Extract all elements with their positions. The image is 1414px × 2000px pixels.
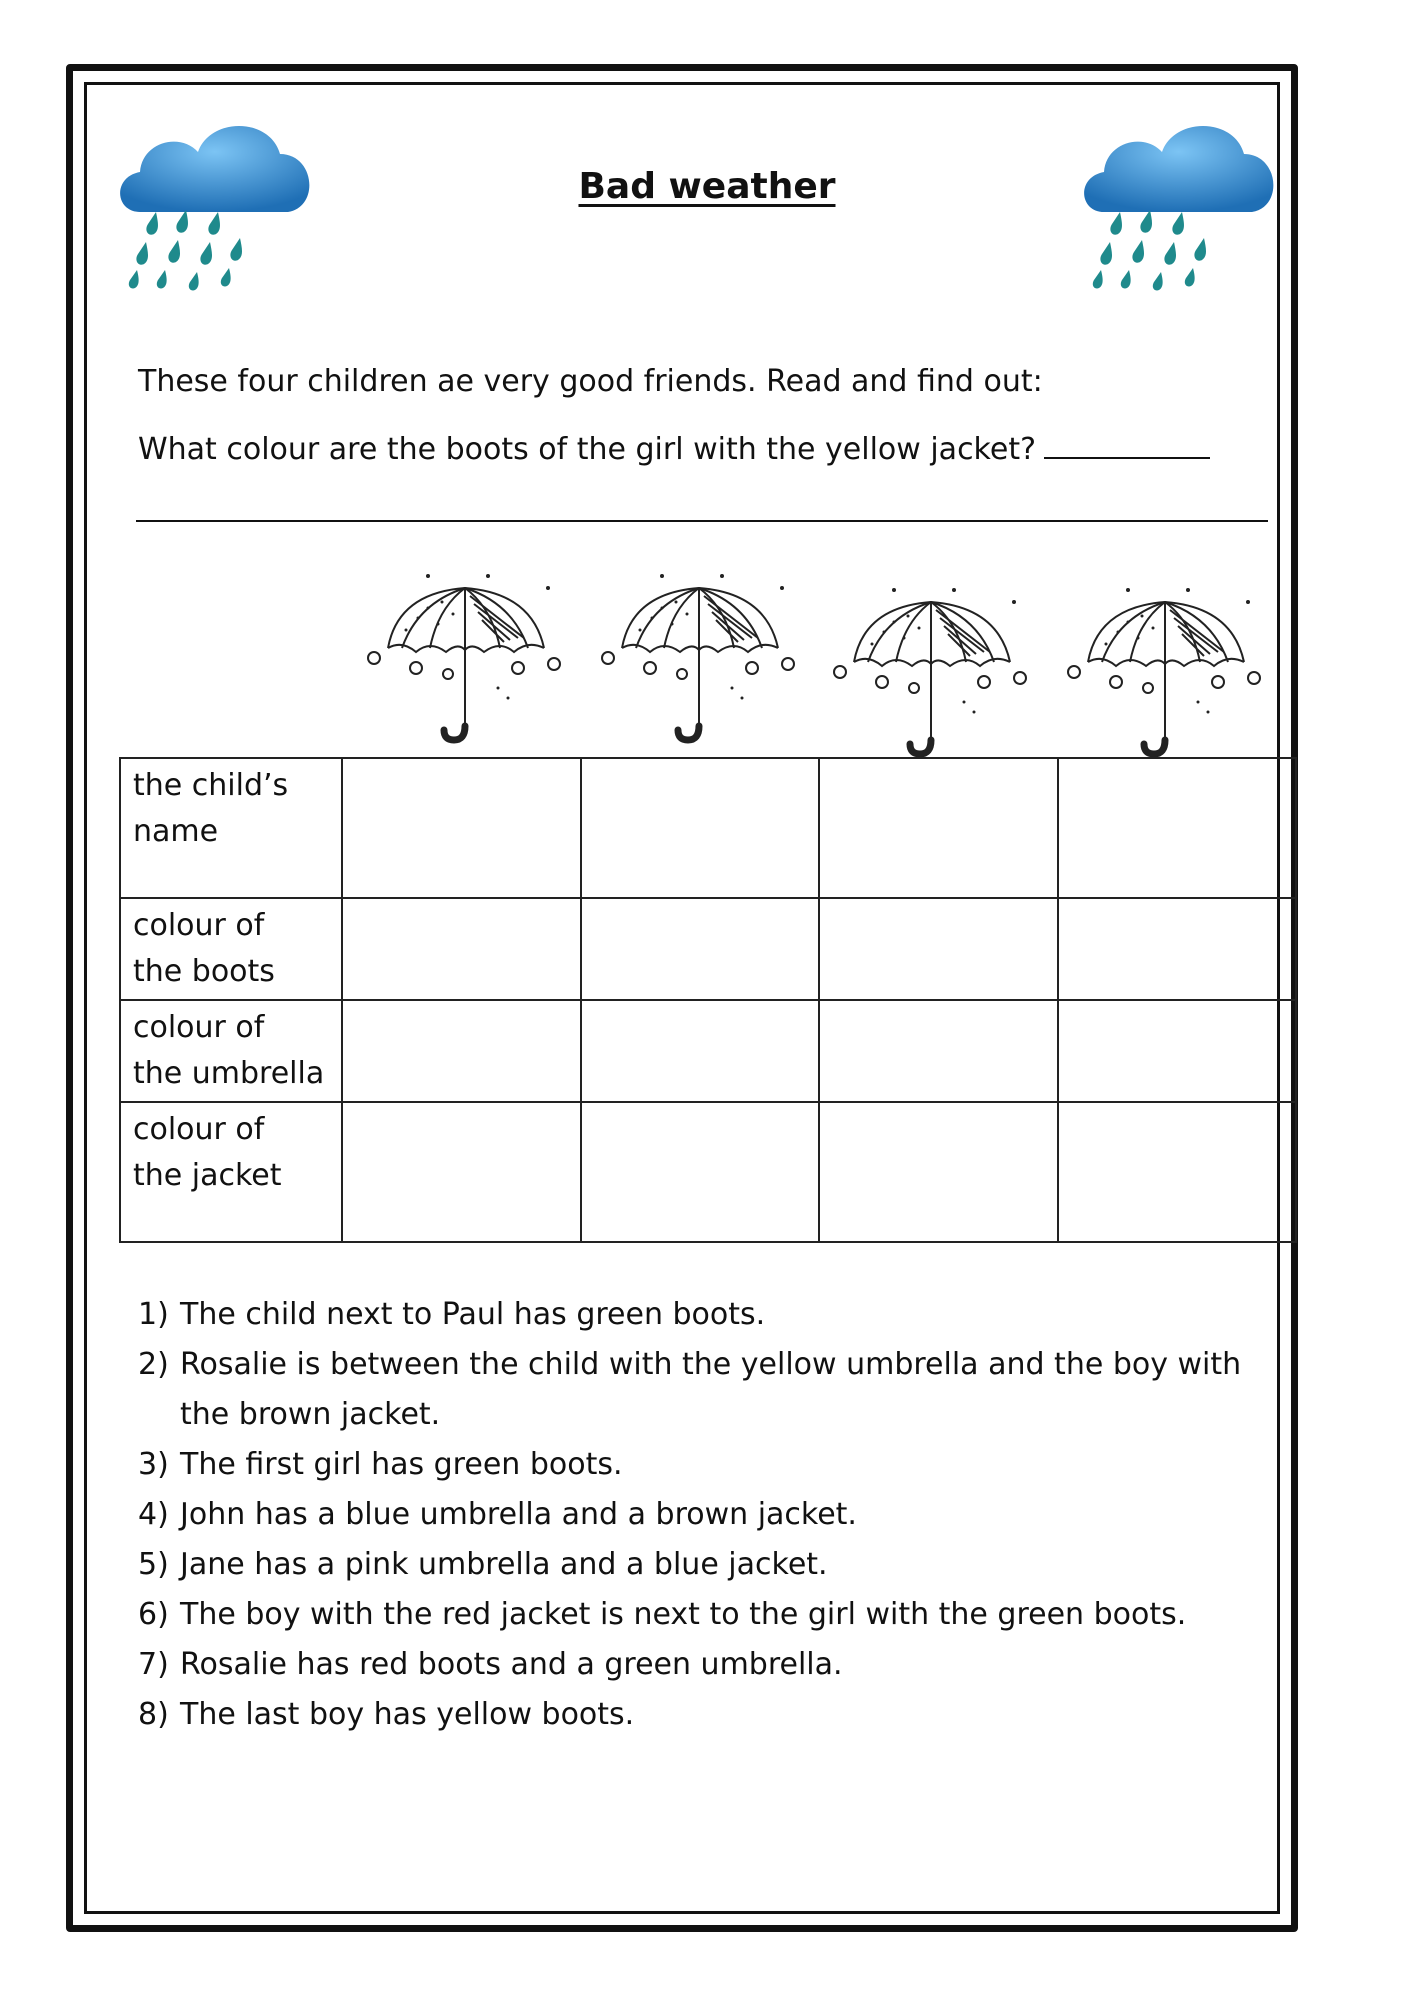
row-label	[120, 1000, 342, 1102]
answer-line[interactable]	[136, 520, 1268, 522]
row-label	[120, 898, 342, 1000]
row-label-line: colour of	[133, 1112, 265, 1147]
rain-cloud-icon	[110, 112, 320, 302]
table-cell[interactable]	[1058, 758, 1297, 898]
clue-item	[138, 1640, 1278, 1690]
clue-number: 6)	[138, 1597, 169, 1632]
row-label-line: the jacket	[133, 1158, 282, 1193]
answer-blank-inline[interactable]	[1044, 433, 1210, 459]
question-line	[138, 432, 1210, 467]
clue-number: 5)	[138, 1547, 169, 1582]
table-cell[interactable]	[1058, 1102, 1297, 1242]
clue-text: The last boy has yellow boots.	[180, 1697, 635, 1732]
clue-number: 7)	[138, 1647, 169, 1682]
table-cell[interactable]	[581, 758, 820, 898]
table-row	[120, 1000, 1296, 1102]
table-cell[interactable]	[819, 898, 1058, 1000]
clue-item	[138, 1340, 1278, 1440]
clue-number: 8)	[138, 1697, 169, 1732]
table-cell[interactable]	[342, 1000, 581, 1102]
intro-text: These four children ae very good friends. Read and find out:	[138, 364, 1043, 399]
clue-text: John has a blue umbrella and a brown jacket.	[180, 1497, 857, 1532]
row-label-line: name	[133, 814, 219, 849]
clue-item	[138, 1690, 1278, 1740]
table-cell[interactable]	[819, 1000, 1058, 1102]
row-label	[120, 1102, 342, 1242]
table-cell[interactable]	[819, 758, 1058, 898]
question-text: What colour are the boots of the girl with the yellow jacket?	[138, 432, 1037, 467]
clue-item	[138, 1440, 1278, 1490]
page-title: Bad weather	[578, 166, 836, 207]
rain-cloud-icon	[1074, 112, 1284, 302]
clue-number: 3)	[138, 1447, 169, 1482]
table-row	[120, 758, 1296, 898]
table-cell[interactable]	[342, 758, 581, 898]
table-cell[interactable]	[581, 1102, 820, 1242]
table-cell[interactable]	[1058, 1000, 1297, 1102]
umbrella-icon	[1058, 582, 1272, 764]
clue-text: Jane has a pink umbrella and a blue jacket.	[180, 1547, 828, 1582]
umbrella-icon	[592, 568, 806, 750]
logic-grid-table	[119, 757, 1297, 1243]
row-label	[120, 758, 342, 898]
row-label-line: colour of	[133, 908, 265, 943]
table-cell[interactable]	[1058, 898, 1297, 1000]
clue-item	[138, 1590, 1278, 1640]
table-cell[interactable]	[581, 898, 820, 1000]
clue-list	[138, 1290, 1278, 1740]
clue-text: Rosalie is between the child with the yellow umbrella and the boy with the brown jacket.	[180, 1347, 1242, 1432]
row-label-line: the boots	[133, 954, 275, 989]
table-cell[interactable]	[581, 1000, 820, 1102]
row-label-line: the child’s	[133, 768, 289, 803]
row-label-line: the umbrella	[133, 1056, 325, 1091]
table-cell[interactable]	[819, 1102, 1058, 1242]
clue-number: 4)	[138, 1497, 169, 1532]
clue-text: Rosalie has red boots and a green umbrella.	[180, 1647, 843, 1682]
table-row	[120, 898, 1296, 1000]
table-cell[interactable]	[342, 898, 581, 1000]
clue-text: The first girl has green boots.	[180, 1447, 623, 1482]
umbrella-row	[358, 568, 1286, 750]
clue-text: The child next to Paul has green boots.	[180, 1297, 766, 1332]
row-label-line: colour of	[133, 1010, 265, 1045]
clue-item	[138, 1540, 1278, 1590]
clue-number: 2)	[138, 1347, 169, 1382]
clue-number: 1)	[138, 1297, 169, 1332]
table-row	[120, 1102, 1296, 1242]
clue-text: The boy with the red jacket is next to the girl with the green boots.	[180, 1597, 1187, 1632]
clue-item	[138, 1290, 1278, 1340]
umbrella-icon	[358, 568, 572, 750]
table-cell[interactable]	[342, 1102, 581, 1242]
clue-item	[138, 1490, 1278, 1540]
umbrella-icon	[824, 582, 1038, 764]
